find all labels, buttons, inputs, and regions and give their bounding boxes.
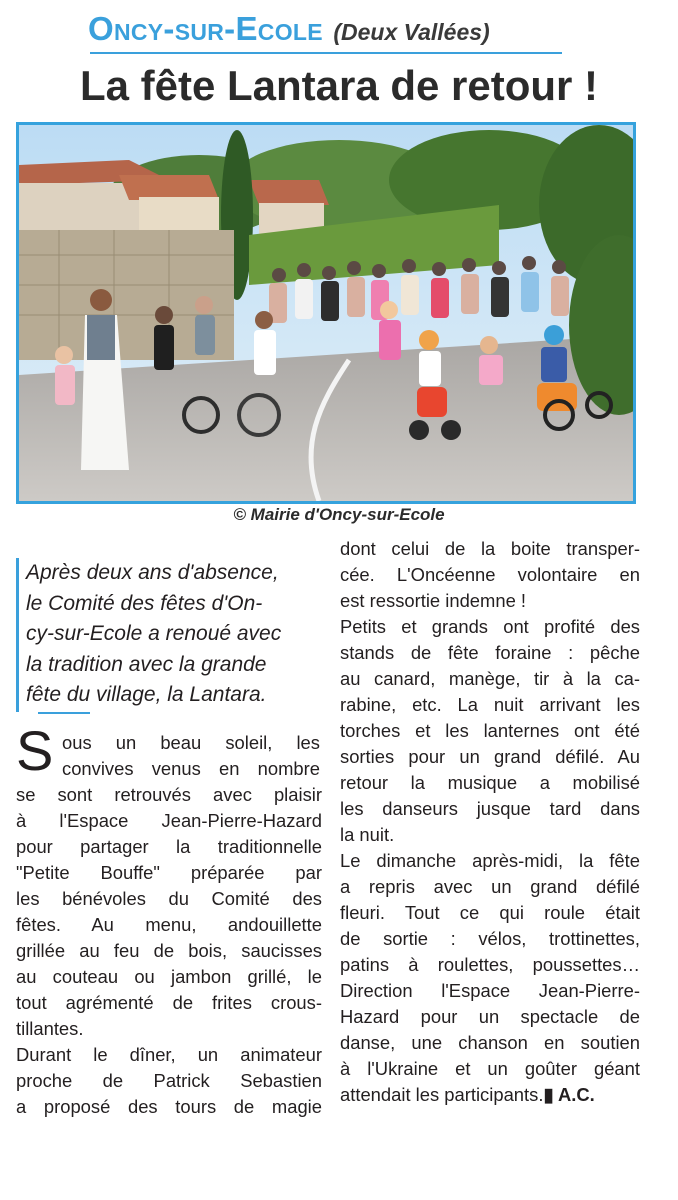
lead-underline — [38, 712, 90, 714]
lead-line: fête du village, la Lantara. — [26, 683, 267, 706]
lead-line: cy-sur-Ecole a renoué avec — [26, 622, 282, 645]
body-line: retour la musique a mobilisé — [340, 772, 640, 793]
article-headline: La fête Lantara de retour ! — [79, 62, 599, 109]
body-line-text: attendait les participants. — [340, 1084, 544, 1105]
article-photo — [16, 122, 636, 504]
body-line-last — [340, 1082, 640, 1108]
body-line: danse, une chanson en soutien — [340, 1032, 640, 1053]
body-line: la nuit. — [340, 824, 395, 845]
body-line: Petits et grands ont profité des — [340, 616, 640, 637]
body-line: cée. L'Oncéenne volontaire en — [340, 564, 640, 585]
body-line: de sortie : vélos, trottinettes, — [340, 928, 640, 949]
body-line: pour partager la traditionnelle — [16, 836, 322, 857]
body-line: a proposé des tours de magie — [16, 1096, 322, 1117]
left-column — [16, 782, 322, 1120]
body-line: convives venus en nombre — [62, 758, 320, 779]
body-line: Durant le dîner, un animateur — [16, 1044, 322, 1065]
body-line: à l'Ukraine et un goûter géant — [340, 1058, 640, 1079]
body-line: au couteau ou jambon grillé, le — [16, 966, 322, 987]
lead-line: Après deux ans d'absence, — [26, 561, 279, 584]
body-line: sorties pour un grand défilé. Au — [340, 746, 640, 767]
body-line: rabine, etc. La nuit arrivant les — [340, 694, 640, 715]
first-paragraph-indented — [62, 730, 320, 782]
body-line: torches et les lanternes ont été — [340, 720, 640, 741]
author-signature: ▮ A.C. — [543, 1084, 595, 1105]
body-line: a repris avec un grand défilé — [340, 876, 640, 897]
body-line: les bénévoles du Comité des — [16, 888, 322, 909]
photo-credit: © Mairie d'Oncy-sur-Ecole — [233, 505, 445, 524]
body-line: Le dimanche après-midi, la fête — [340, 850, 640, 871]
body-line: est ressortie indemne ! — [340, 590, 527, 611]
body-line: Direction l'Espace Jean-Pierre- — [340, 980, 640, 1001]
lead-line: la tradition avec la grande — [26, 652, 267, 676]
body-line: ous un beau soleil, les — [62, 732, 320, 753]
region-name: (Deux Vallées) — [333, 19, 490, 45]
body-line: grillée au feu de bois, saucisses — [16, 940, 322, 961]
right-column — [340, 536, 640, 1108]
body-line: patins à roulettes, poussettes… — [340, 954, 640, 975]
body-line: les danseurs jusque tard dans — [340, 798, 640, 819]
lead-line: le Comité des fêtes d'On- — [26, 591, 263, 615]
body-line: Hazard pour un spectacle de — [340, 1006, 640, 1027]
body-line: "Petite Bouffe" préparée par — [16, 862, 322, 883]
article-lead — [26, 558, 316, 711]
drop-cap: S — [16, 719, 54, 782]
body-line: tout agrémenté de frites crous- — [16, 992, 322, 1013]
body-line: se sont retrouvés avec plaisir — [16, 784, 322, 805]
body-line: stands de fête foraine : pêche — [340, 642, 640, 663]
kicker-underline — [90, 52, 562, 54]
body-line: proche de Patrick Sebastien — [16, 1070, 322, 1091]
body-line: au canard, manège, tir à la ca- — [340, 668, 640, 689]
body-line: tillantes. — [16, 1018, 84, 1039]
body-line: fêtes. Au menu, andouillette — [16, 914, 322, 935]
body-line: fleuri. Tout ce qui roule était — [340, 902, 640, 923]
section-kicker — [88, 10, 490, 48]
body-line: à l'Espace Jean-Pierre-Hazard — [16, 810, 322, 831]
town-name: Oncy-sur-Ecole — [88, 10, 323, 47]
chapo-accent-bar — [16, 558, 19, 712]
photo-illustration — [19, 125, 633, 501]
body-line: dont celui de la boite transper- — [340, 538, 640, 559]
